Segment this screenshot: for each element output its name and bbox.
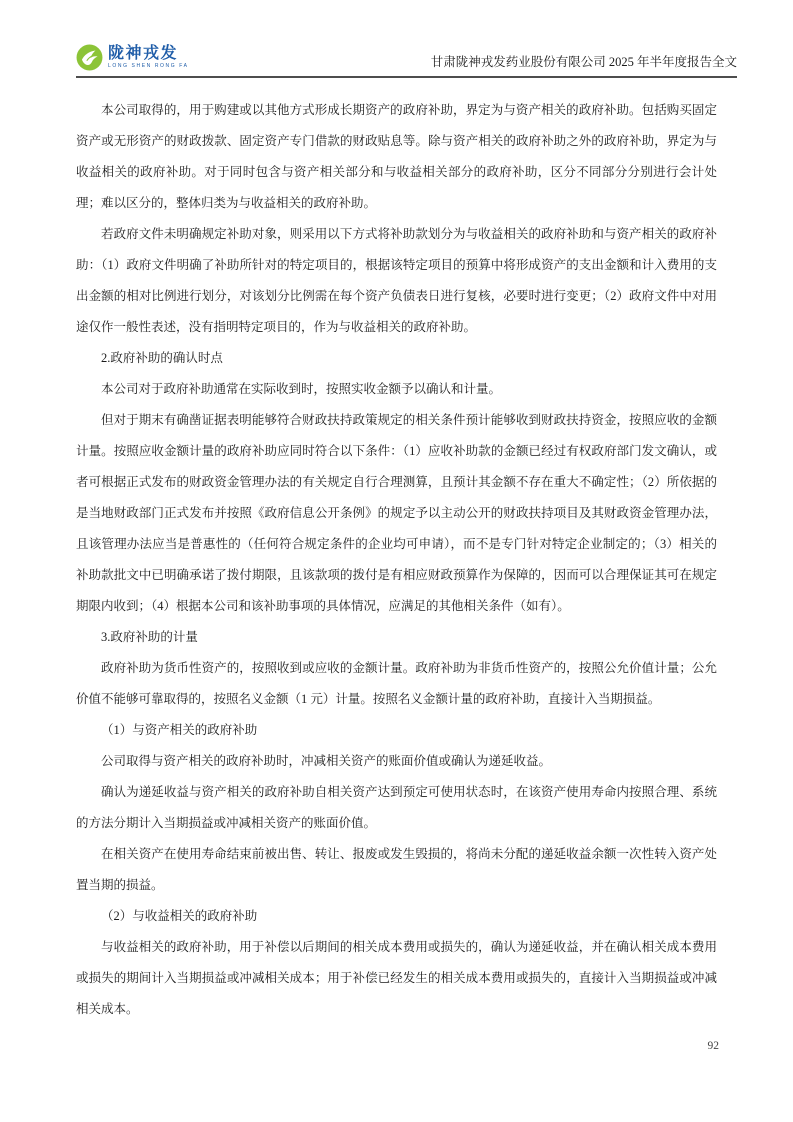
page-header (76, 40, 737, 78)
logo-company-name-pinyin: LONG SHEN RONG FA (108, 63, 189, 69)
page-number: 92 (707, 1040, 719, 1052)
paragraph: 确认为递延收益与资产相关的政府补助自相关资产达到预定可使用状态时，在该资产使用寿命内按照合理、系统的方法分期计入当期损益或冲减相关资产的账面价值。 (76, 785, 717, 830)
paragraph: 公司取得与资产相关的政府补助时，冲减相关资产的账面价值或确认为递延收益。 (101, 754, 552, 768)
section-heading: （1）与资产相关的政府补助 (101, 723, 258, 737)
company-logo (76, 44, 189, 71)
logo-bird-icon (76, 44, 103, 71)
document-body (76, 95, 717, 1025)
section-heading: 3.政府补助的计量 (101, 630, 198, 644)
paragraph: 本公司取得的，用于购建或以其他方式形成长期资产的政府补助，界定为与资产相关的政府补助。包括购买固定资产或无形资产的财政拨款、固定资产专门借款的财政贴息等。除与资产相关的政府补助之外的政府补助，界定为与收益相关的政府补助。对于同时包含与资产相关部分和与收益相关部分的政府补助，区分不同部分分别进行会计处理；难以区分的，整体归类为与收益相关的政府补助。 (76, 103, 717, 210)
logo-company-name: 陇神戎发 (108, 45, 179, 62)
paragraph: 在相关资产在使用寿命结束前被出售、转让、报废或发生毁损的，将尚未分配的递延收益余额一次性转入资产处置当期的损益。 (76, 847, 717, 892)
section-heading: 2.政府补助的确认时点 (101, 351, 223, 365)
paragraph: 本公司对于政府补助通常在实际收到时，按照实收金额予以确认和计量。 (101, 382, 502, 396)
logo-text-block (108, 46, 189, 69)
paragraph: 政府补助为货币性资产的，按照收到或应收的金额计量。政府补助为非货币性资产的，按照公允价值计量；公允价值不能够可靠取得的，按照名义金额（1 元）计量。按照名义金额计量的政府补助，直接计入当期损益。 (76, 661, 717, 706)
paragraph: 但对于期末有确凿证据表明能够符合财政扶持政策规定的相关条件预计能够收到财政扶持资金，按照应收的金额计量。按照应收金额计量的政府补助应同时符合以下条件：（1）应收补助款的金额已经过有权政府部门发文确认，或者可根据正式发布的财政资金管理办法的有关规定自行合理测算，且预计其金额不存在重大不确定性；（2）所依据的是当地财政部门正式发布并按照《政府信息公开条例》的规定予以主动公开的财政扶持项目及其财政资金管理办法，且该管理办法应当是普惠性的（任何符合规定条件的企业均可申请），而不是专门针对特定企业制定的；（3）相关的补助款批文中已明确承诺了拨付期限，且该款项的拨付是有相应财政预算作为保障的，因而可以合理保证其可在规定期限内收到；（4）根据本公司和该补助事项的具体情况，应满足的其他相关条件（如有）。 (76, 413, 717, 613)
paragraph: 若政府文件未明确规定补助对象，则采用以下方式将补助款划分为与收益相关的政府补助和与资产相关的政府补助：（1）政府文件明确了补助所针对的特定项目的，根据该特定项目的预算中将形成资产的支出金额和计入费用的支出金额的相对比例进行划分，对该划分比例需在每个资产负债表日进行复核，必要时进行变更；（2）政府文件中对用途仅作一般性表述，没有指明特定项目的，作为与收益相关的政府补助。 (76, 227, 717, 334)
section-heading: （2）与收益相关的政府补助 (101, 909, 258, 923)
report-header-title: 甘肃陇神戎发药业股份有限公司 2025 年半年度报告全文 (430, 55, 737, 69)
paragraph: 与收益相关的政府补助，用于补偿以后期间的相关成本费用或损失的，确认为递延收益，并在确认相关成本费用或损失的期间计入当期损益或冲减相关成本；用于补偿已经发生的相关成本费用或损失的，直接计入当期损益或冲减相关成本。 (76, 940, 717, 1016)
